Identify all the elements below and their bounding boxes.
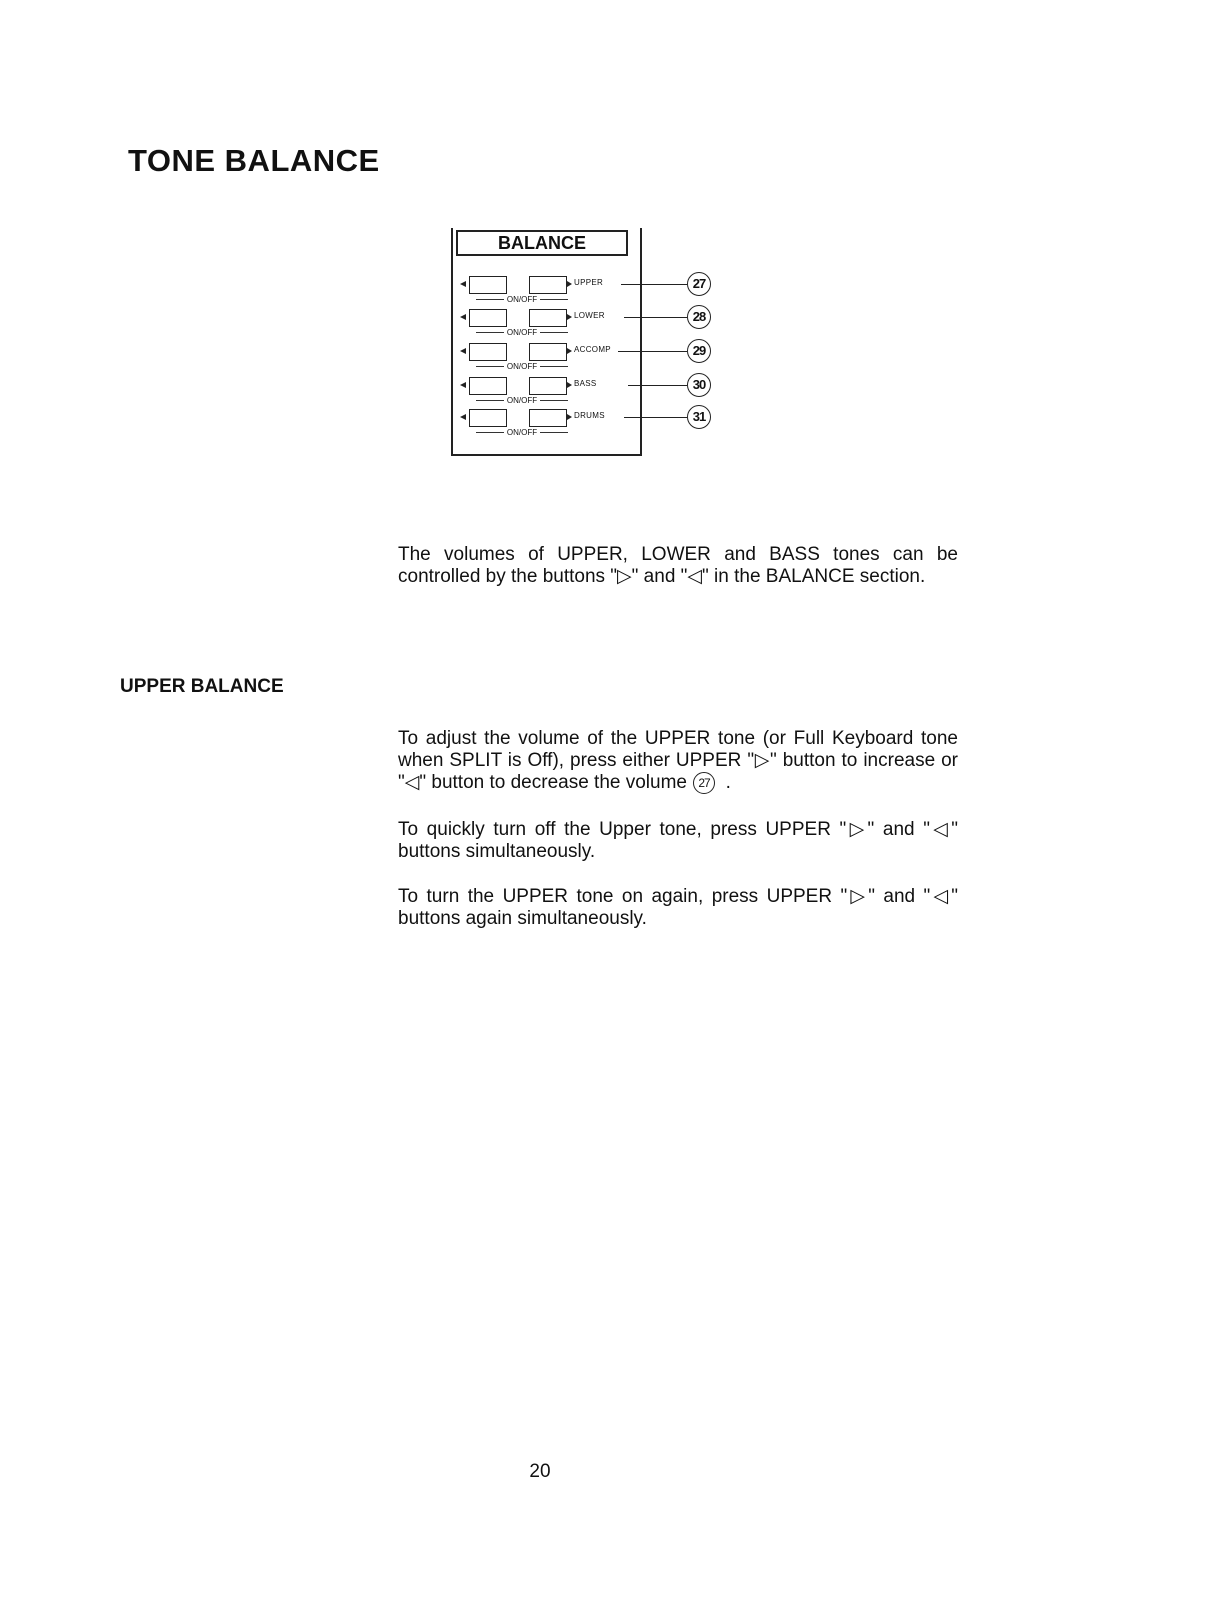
- balance-panel-title: BALANCE: [456, 230, 628, 256]
- leader-line: [624, 417, 687, 418]
- upper-balance-paragraph-3: To turn the UPPER tone on again, press UPPER "▷" and "◁" buttons again simultaneously.: [398, 886, 958, 929]
- right-arrow-icon: [567, 414, 572, 420]
- bass-increase-button[interactable]: [529, 377, 567, 395]
- row-label: BASS: [574, 379, 597, 388]
- left-arrow-icon: [460, 281, 466, 287]
- balance-row-lower: [456, 305, 726, 341]
- upper-balance-paragraph-2: To quickly turn off the Upper tone, press UPPER "▷" and "◁" buttons simultaneously.: [398, 819, 958, 862]
- onoff-label: ON/OFF: [476, 295, 568, 304]
- accomp-decrease-button[interactable]: [469, 343, 507, 361]
- callout-number: 29: [687, 339, 711, 363]
- leader-line: [628, 385, 687, 386]
- balance-row-bass: [456, 373, 726, 409]
- row-label: LOWER: [574, 311, 605, 320]
- row-label: ACCOMP: [574, 345, 611, 354]
- onoff-label: ON/OFF: [476, 396, 568, 405]
- page-title: TONE BALANCE: [128, 143, 380, 178]
- accomp-increase-button[interactable]: [529, 343, 567, 361]
- callout-reference: 27: [693, 772, 715, 794]
- callout-number: 27: [687, 272, 711, 296]
- drums-decrease-button[interactable]: [469, 409, 507, 427]
- right-arrow-icon: [567, 348, 572, 354]
- bass-decrease-button[interactable]: [469, 377, 507, 395]
- right-arrow-icon: [567, 382, 572, 388]
- balance-row-drums: [456, 405, 726, 441]
- balance-row-accomp: [456, 339, 726, 375]
- paragraph-text: To adjust the volume of the UPPER tone (or Full Keyboard tone when SPLIT is Off), press either UPPER "▷" button to increase or "◁" button to decrease the volume: [398, 728, 958, 794]
- lower-increase-button[interactable]: [529, 309, 567, 327]
- onoff-label: ON/OFF: [476, 428, 568, 437]
- leader-line: [621, 284, 687, 285]
- left-arrow-icon: [460, 314, 466, 320]
- drums-increase-button[interactable]: [529, 409, 567, 427]
- upper-decrease-button[interactable]: [469, 276, 507, 294]
- callout-number: 28: [687, 305, 711, 329]
- row-label: UPPER: [574, 278, 604, 287]
- section-heading-upper-balance: UPPER BALANCE: [120, 676, 284, 697]
- left-arrow-icon: [460, 348, 466, 354]
- paragraph-end: .: [725, 772, 731, 794]
- right-arrow-icon: [567, 281, 572, 287]
- left-arrow-icon: [460, 382, 466, 388]
- upper-balance-paragraph-1: [398, 728, 958, 794]
- upper-increase-button[interactable]: [529, 276, 567, 294]
- page-number: 20: [529, 1461, 551, 1482]
- balance-row-upper: [456, 272, 726, 308]
- right-arrow-icon: [567, 314, 572, 320]
- callout-number: 31: [687, 405, 711, 429]
- leader-line: [624, 317, 687, 318]
- row-label: DRUMS: [574, 411, 605, 420]
- callout-number: 30: [687, 373, 711, 397]
- lower-decrease-button[interactable]: [469, 309, 507, 327]
- intro-paragraph: The volumes of UPPER, LOWER and BASS tones can be controlled by the buttons "▷" and "◁" in the BALANCE section.: [398, 544, 958, 587]
- onoff-label: ON/OFF: [476, 362, 568, 371]
- leader-line: [618, 351, 687, 352]
- onoff-label: ON/OFF: [476, 328, 568, 337]
- left-arrow-icon: [460, 414, 466, 420]
